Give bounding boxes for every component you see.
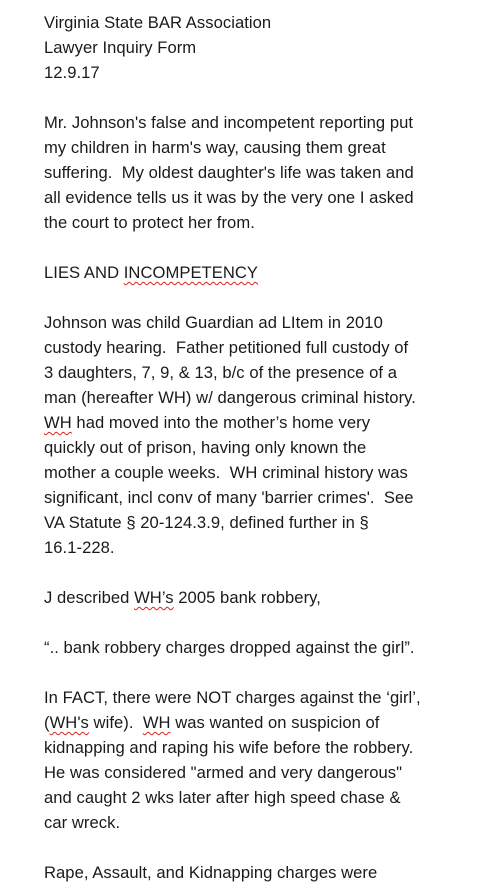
paragraph-1-line: Mr. Johnson's false and incompetent reporting put [44, 113, 414, 132]
paragraph-5-line: Rape, Assault, and Kidnapping charges were [44, 863, 378, 882]
paragraph-4-line: kidnapping and raping his wife before the robbery. [44, 738, 414, 757]
paragraph-2-line: Johnson was child Guardian ad LItem in 2010 [44, 313, 383, 332]
spacer [44, 660, 456, 685]
spellcheck-word: WH [44, 413, 72, 432]
form-title: Lawyer Inquiry Form [44, 38, 197, 57]
paragraph-1-line: suffering. My oldest daughter's life was taken and [44, 163, 414, 182]
form-date: 12.9.17 [44, 63, 100, 82]
paragraph-3-line [44, 585, 456, 610]
paragraph-2-line: custody hearing. Father petitioned full custody of [44, 338, 409, 357]
spacer [44, 235, 456, 260]
spacer [44, 85, 456, 110]
paragraph-4-line: and caught 2 wks later after high speed chase & [44, 788, 401, 807]
paragraph-2-line: significant, incl conv of many 'barrier crimes'. See [44, 488, 414, 507]
spacer [44, 610, 456, 635]
paragraph-1-line: all evidence tells us it was by the very one I asked [44, 188, 414, 207]
line-text: had moved into the mother’s home very [71, 413, 371, 432]
heading-prefix: LIES AND [44, 263, 124, 282]
section-heading [44, 260, 456, 285]
paragraph-2-line [44, 410, 456, 435]
org-name: Virginia State BAR Association [44, 13, 272, 32]
line-text: wife). [88, 713, 143, 732]
line-text: 2005 bank robbery, [173, 588, 321, 607]
paragraph-1-line: my children in harm's way, causing them great [44, 138, 386, 157]
paragraph-2-line: 16.1-228. [44, 538, 115, 557]
spellcheck-word: WH [142, 713, 171, 732]
paragraph-2-line: 3 daughters, 7, 9, & 13, b/c of the presence of a [44, 363, 397, 382]
spellcheck-word: INCOMPETENCY [123, 263, 259, 282]
paragraph-2-line: quickly out of prison, having only known the [44, 438, 367, 457]
spacer [44, 285, 456, 310]
paragraph-4-line [44, 710, 456, 735]
spellcheck-word: WH’s [134, 588, 174, 607]
line-text: was wanted on suspicion of [170, 713, 380, 732]
line-text: J described [44, 588, 135, 607]
paragraph-4-line: car wreck. [44, 813, 121, 832]
spacer [44, 560, 456, 585]
paragraph-2-line: VA Statute § 20-124.3.9, defined further in § [44, 513, 369, 532]
paragraph-2-line: man (hereafter WH) w/ dangerous criminal history. [44, 388, 416, 407]
line-text: ( [44, 713, 50, 732]
paragraph-1-line: the court to protect her from. [44, 213, 255, 232]
paragraph-4-line: He was considered "armed and very dangerous" [44, 763, 403, 782]
paragraph-2-line: mother a couple weeks. WH criminal history was [44, 463, 408, 482]
spacer [44, 835, 456, 860]
paragraph-4-line: In FACT, there were NOT charges against the ‘girl’, [44, 688, 421, 707]
quote-line: “.. bank robbery charges dropped against the girl”. [44, 638, 415, 657]
spellcheck-word: WH's [49, 713, 89, 732]
